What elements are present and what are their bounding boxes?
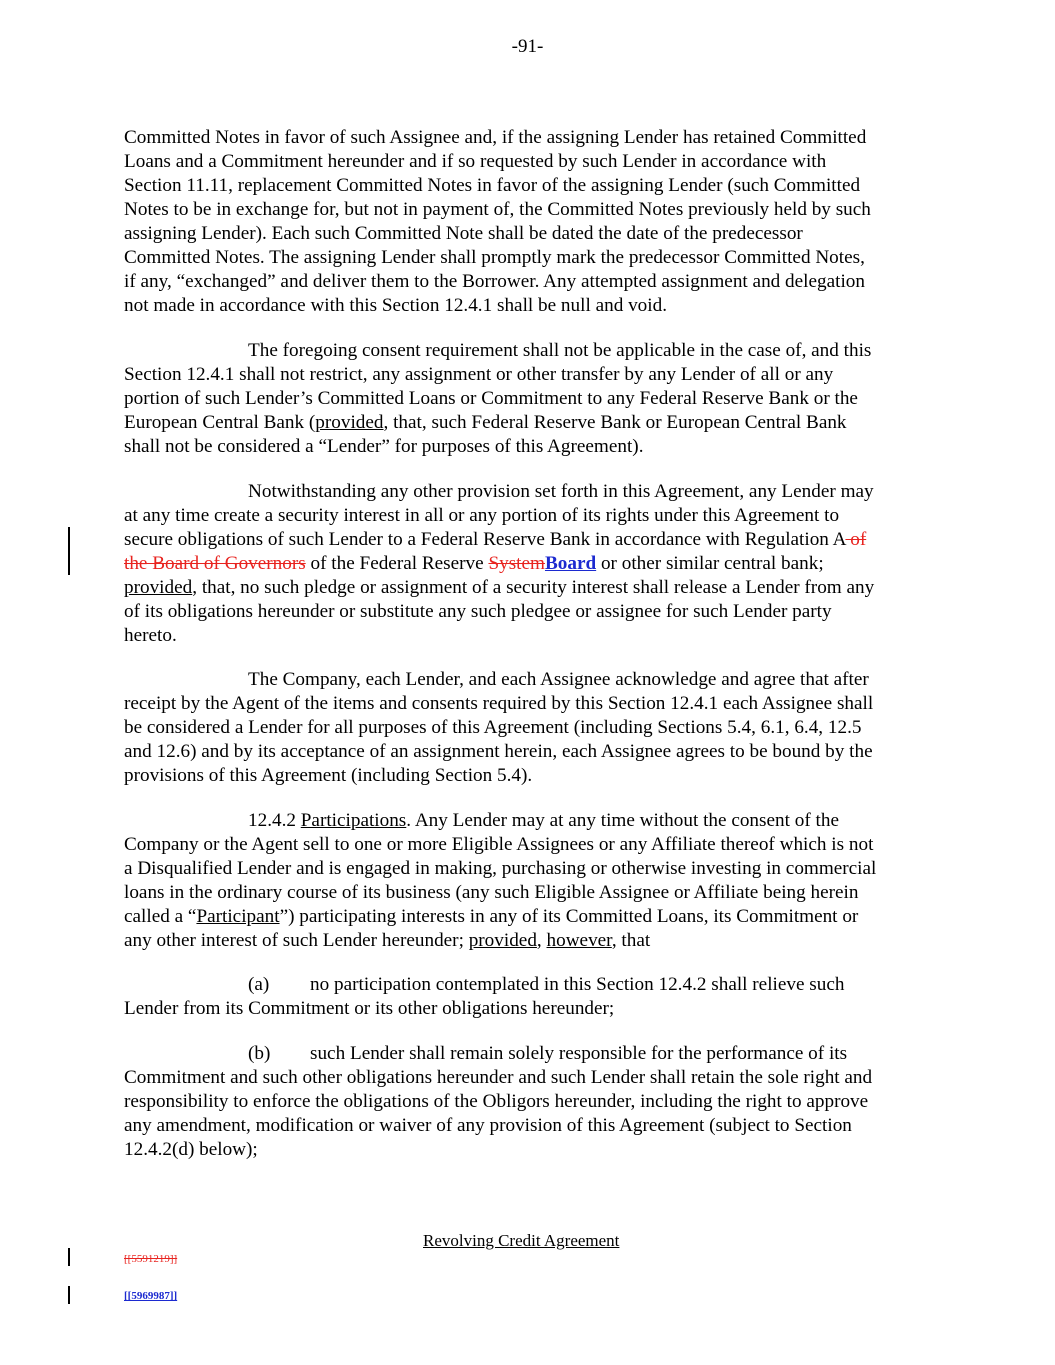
text-line: (b) such Lender shall remain solely responsible for the performance of its bbox=[248, 1043, 848, 1064]
text-line: provided, that, no such pledge or assignment of a security interest shall release a Lender from any bbox=[124, 577, 875, 598]
change-bar bbox=[68, 1286, 70, 1304]
inserted-text: Board bbox=[544, 553, 597, 574]
text-line: The foregoing consent requirement shall not be applicable in the case of, and this bbox=[248, 340, 872, 361]
text-line: provisions of this Agreement (including Section 5.4). bbox=[124, 765, 533, 786]
text-line: Loans and a Commitment hereunder and if so requested by such Lender in accordance with bbox=[124, 151, 827, 172]
text-line: Commitment and such other obligations hereunder and such Lender shall retain the sole right and bbox=[124, 1067, 873, 1088]
text-line: the Board of Governors of the Federal Reserve SystemBoard or other similar central bank; bbox=[124, 553, 824, 574]
text-line: Committed Notes in favor of such Assignee and, if the assigning Lender has retained Committed bbox=[124, 127, 867, 148]
text-line: assigning Lender). Each such Committed Note shall be dated the date of the predecessor bbox=[124, 223, 803, 244]
change-bar bbox=[68, 1248, 70, 1266]
defined-term-participant: Participant bbox=[196, 906, 280, 927]
text-line: Committed Notes. The assigning Lender shall promptly mark the predecessor Committed Notes, bbox=[124, 247, 865, 268]
text-line: loans in the ordinary course of its business (any such Eligible Assignee or Affiliate being herein bbox=[124, 882, 859, 903]
defined-term-provided: provided bbox=[468, 930, 537, 951]
text-line: not made in accordance with this Section 12.4.1 shall be null and void. bbox=[124, 295, 667, 316]
defined-term-however: however bbox=[546, 930, 612, 951]
text-line: (a) no participation contemplated in this Section 12.4.2 shall relieve such bbox=[248, 974, 845, 995]
defined-term-provided: provided bbox=[315, 412, 384, 433]
change-bar bbox=[68, 527, 70, 575]
text-line: receipt by the Agent of the items and consents required by this Section 12.4.1 each Assignee shall bbox=[124, 693, 874, 714]
text-line: European Central Bank (provided, that, such Federal Reserve Bank or European Central Bank bbox=[124, 412, 847, 433]
text-line: any amendment, modification or waiver of any provision of this Agreement (subject to Section bbox=[124, 1115, 852, 1136]
text-line: portion of such Lender’s Committed Loans or Commitment to any Federal Reserve Bank or the bbox=[124, 388, 858, 409]
text-line: a Disqualified Lender and is engaged in making, purchasing or otherwise investing in commercial bbox=[124, 858, 877, 879]
footer-document-title: Revolving Credit Agreement bbox=[423, 1231, 620, 1250]
text-line: Company or the Agent sell to one or more Eligible Assignees or any Affiliate thereof which is not bbox=[124, 834, 874, 855]
text-line: shall not be considered a “Lender” for purposes of this Agreement). bbox=[124, 436, 644, 457]
text-line: secure obligations of such Lender to a Federal Reserve Bank in accordance with Regulation A of bbox=[124, 529, 867, 550]
page-number: -91- bbox=[511, 36, 544, 57]
text-line: Notwithstanding any other provision set forth in this Agreement, any Lender may bbox=[248, 481, 874, 502]
text-line: be considered a Lender for all purposes of this Agreement (including Sections 5.4, 6.1, 6.4, 12.5 bbox=[124, 717, 862, 738]
text-line: The Company, each Lender, and each Assignee acknowledge and agree that after bbox=[248, 669, 869, 690]
text-line: Notes to be in exchange for, but not in payment of, the Committed Notes previously held by such bbox=[124, 199, 871, 220]
clause-label: (a) bbox=[248, 974, 270, 995]
text-line: Section 12.4.1 shall not restrict, any assignment or other transfer by any Lender of all or any bbox=[124, 364, 834, 385]
text-line: Lender from its Commitment or its other obligations hereunder; bbox=[124, 998, 615, 1019]
deleted-text: System bbox=[488, 553, 545, 574]
text-line: any other interest of such Lender hereunder; provided, however, that bbox=[124, 930, 651, 951]
deleted-text: the Board of Governors bbox=[124, 553, 306, 574]
text-line: 12.4.2 Participations. Any Lender may at any time without the consent of the bbox=[248, 810, 839, 831]
text-line: hereto. bbox=[124, 625, 177, 646]
clause-label: (b) bbox=[248, 1043, 271, 1064]
inserted-document-id: [[5969987]] bbox=[124, 1290, 178, 1302]
text-line: and 12.6) and by its acceptance of an assignment herein, each Assignee agrees to be bound by the bbox=[124, 741, 873, 762]
deleted-text: of bbox=[845, 529, 867, 550]
text-line: at any time create a security interest in all or any portion of its rights under this Agreement to bbox=[124, 505, 840, 526]
section-heading: Participations bbox=[300, 810, 407, 831]
section-number: 12.4.2 bbox=[248, 810, 301, 831]
defined-term-provided: provided bbox=[124, 577, 193, 598]
text-line: of its obligations hereunder or substitute any such pledgee or assignee for such Lender party bbox=[124, 601, 832, 622]
text-line: Section 11.11, replacement Committed Notes in favor of the assigning Lender (such Committed bbox=[124, 175, 861, 196]
text-line: called a “Participant”) participating interests in any of its Committed Loans, its Commitment or bbox=[124, 906, 859, 927]
text-line: if any, “exchanged” and deliver them to the Borrower. Any attempted assignment and delegation bbox=[124, 271, 865, 292]
text-line: responsibility to enforce the obligations of the Obligors hereunder, including the right to approve bbox=[124, 1091, 869, 1112]
deleted-document-id: [[5591219]] bbox=[124, 1253, 178, 1265]
text-line: 12.4.2(d) below); bbox=[124, 1139, 258, 1160]
